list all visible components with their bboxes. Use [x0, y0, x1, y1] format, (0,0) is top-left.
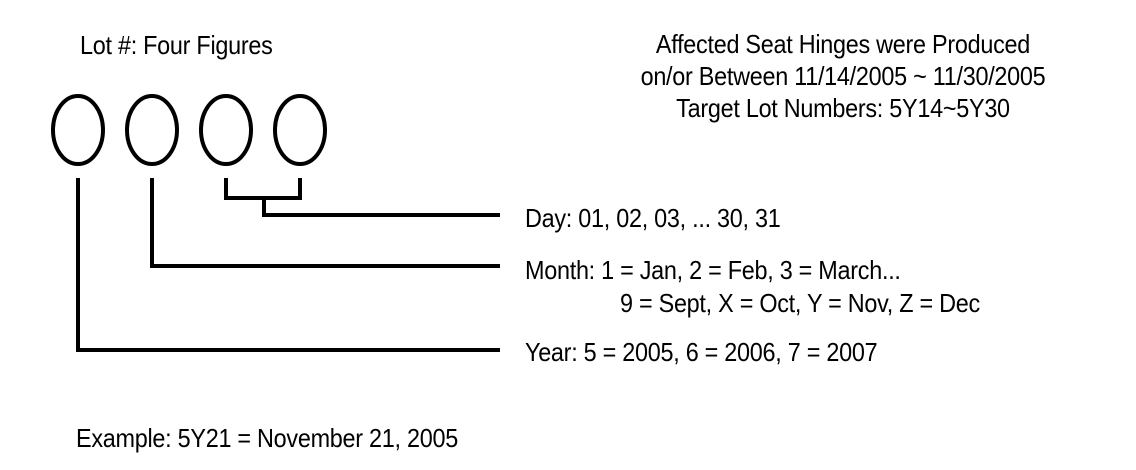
affected-line-2: on/or Between 11/14/2005 ~ 11/30/2005 — [640, 61, 1046, 91]
year-legend: Year: 5 = 2005, 6 = 2006, 7 = 2007 — [525, 337, 878, 367]
day-tens-digit-circle — [201, 96, 251, 164]
lot-title: Lot #: Four Figures — [80, 30, 273, 60]
month-legend-line-2: 9 = Sept, X = Oct, Y = Nov, Z = Dec — [620, 288, 980, 318]
day-legend: Day: 01, 02, 03, ... 30, 31 — [525, 203, 781, 233]
month-connector-line — [152, 178, 500, 266]
affected-line-3: Target Lot Numbers: 5Y14~5Y30 — [676, 93, 1010, 123]
affected-line-1: Affected Seat Hinges were Produced — [655, 29, 1031, 59]
year-digit-circle — [53, 96, 103, 164]
day-connector-line — [264, 198, 500, 215]
month-digit-circle — [127, 96, 177, 164]
day-bracket-line — [226, 178, 300, 198]
day-ones-digit-circle — [275, 96, 325, 164]
month-legend-line-1: Month: 1 = Jan, 2 = Feb, 3 = March... — [525, 255, 901, 285]
example-text: Example: 5Y21 = November 21, 2005 — [76, 423, 458, 453]
